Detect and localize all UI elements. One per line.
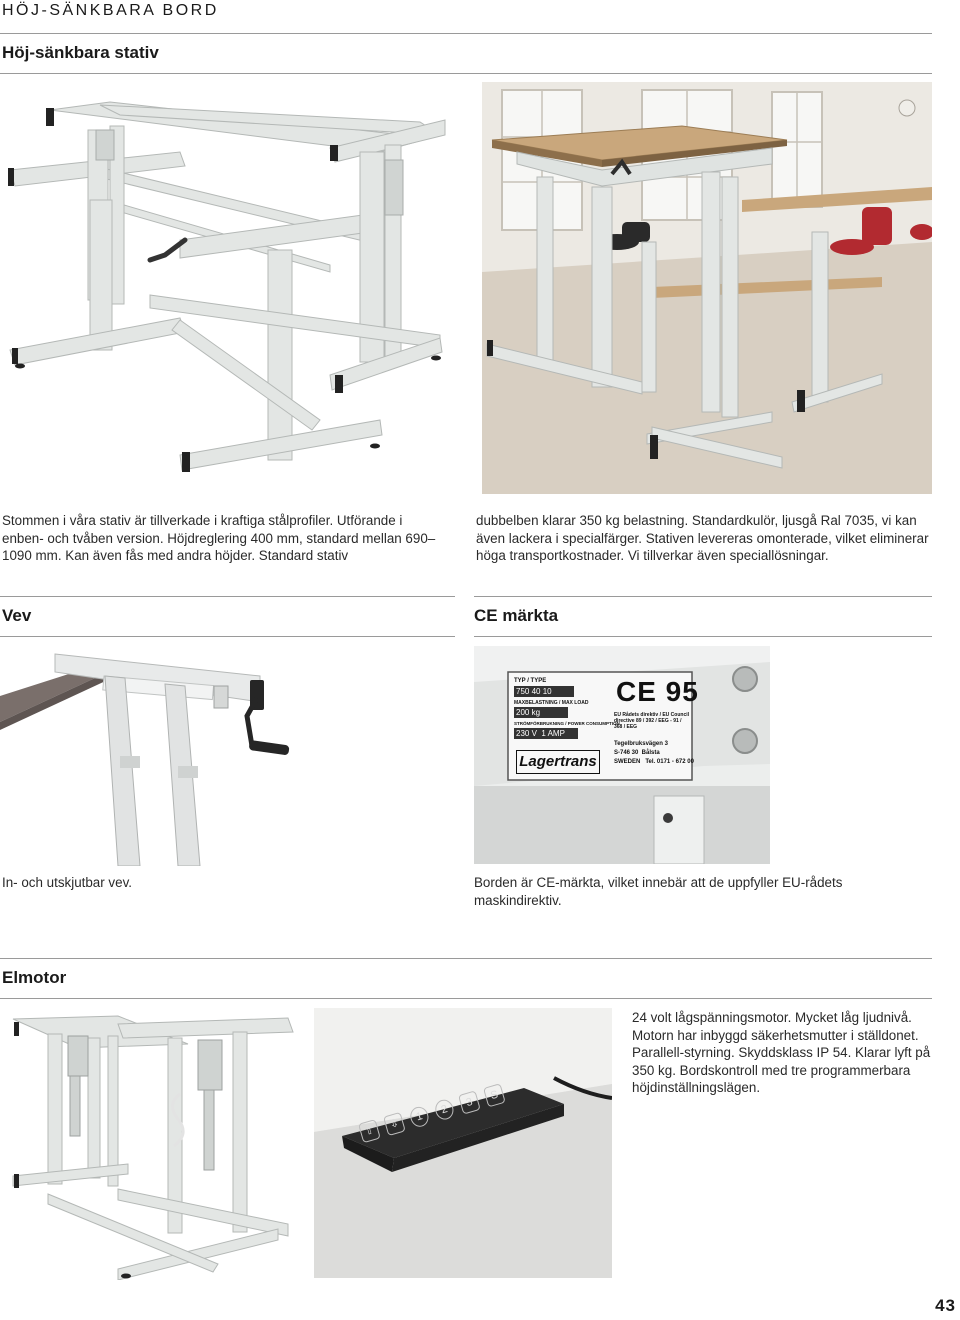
preset-3-button[interactable]: 3 [458,1090,481,1114]
ce-plate-photo [474,646,770,864]
divider [0,958,932,959]
page-title: HÖJ-SÄNKBARA BORD [2,2,219,19]
plate-type-value: 750 40 10 [514,686,574,697]
plate-address-3: SWEDEN Tel. 0171 - 672 00 [614,759,694,765]
plate-brand-logo: Lagertrans [516,750,600,774]
divider [0,73,932,74]
plate-type-label: TYP / TYPE [514,678,547,684]
bolt-icon [732,728,758,754]
preset-1-button[interactable]: 1 [408,1105,431,1129]
plate-load-value: 200 kg [514,707,568,718]
ce-mark: CE 95 [616,676,699,707]
section-title-stativ: Höj-sänkbara stativ [2,43,159,62]
divider [474,596,932,597]
section-title-elmotor: Elmotor [2,968,67,987]
plate-power-label: STRÖMFÖRBRUKNING / POWER CONSUMPTION [514,721,620,726]
table-frame-photo [0,90,460,490]
page-number: 43 [935,1296,956,1315]
divider [0,998,932,999]
plate-address-2: S-746 30 Bålsta [614,750,660,756]
save-button[interactable]: S [483,1083,506,1107]
plate-directive: EU Rådets direktiv / EU Council directive 89 / 392 / EEG - 91 / 368 / EEG [614,712,690,730]
classroom-photo [482,82,932,494]
ce-caption: Borden är CE-märkta, vilket innebär att de uppfyller EU-rådets maskindirektiv. [474,875,843,908]
elmotor-text: 24 volt lågspänningsmotor. Mycket låg ljudnivå. Motorn har inbyggd säkerhetsmutter i ställdonet. Parallell-styrning. Skyddsklass IP 54. Klarar lyft på 350 kg. Bordskontroll med tre programmerbara höjdinställningslägen. [632,1010,931,1095]
motor-frame-photo [8,1014,298,1280]
divider [474,636,932,637]
up-button[interactable]: ⇧ [358,1119,381,1143]
controller-photo [314,1008,612,1278]
crank-photo [0,646,300,866]
divider [0,596,455,597]
down-button[interactable]: ⇩ [383,1112,406,1136]
preset-2-button[interactable]: 2 [433,1098,456,1122]
plate-power-value: 230 V 1 AMP [514,728,578,739]
plate-load-label: MAXBELASTNING / MAX LOAD [514,700,589,706]
stativ-text-left: Stommen i våra stativ är tillverkade i kraftiga stålprofiler. Utförande i enben- och tvåben version. Höjdreglering 400 mm, standard mellan 690–1090 mm. Kan även fås med andra höjder. Standard stativ [2,513,436,563]
section-title-ce: CE märkta [474,606,559,625]
stativ-text-right: dubbelben klarar 350 kg belastning. Standardkulör, ljusgå Ral 7035, vi kan även lackera i specialfärger. Stativen levereras omonterade, vilket eliminerar höga transportkostnader. Vi tillverkar även speciallösningar. [476,513,929,563]
plate-address-1: Tegelbruksvägen 3 [614,741,668,747]
divider [0,636,455,637]
section-title-vev: Vev [2,606,32,625]
bolt-icon [732,666,758,692]
vev-caption: In- och utskjutbar vev. [2,875,132,890]
divider [0,33,932,34]
